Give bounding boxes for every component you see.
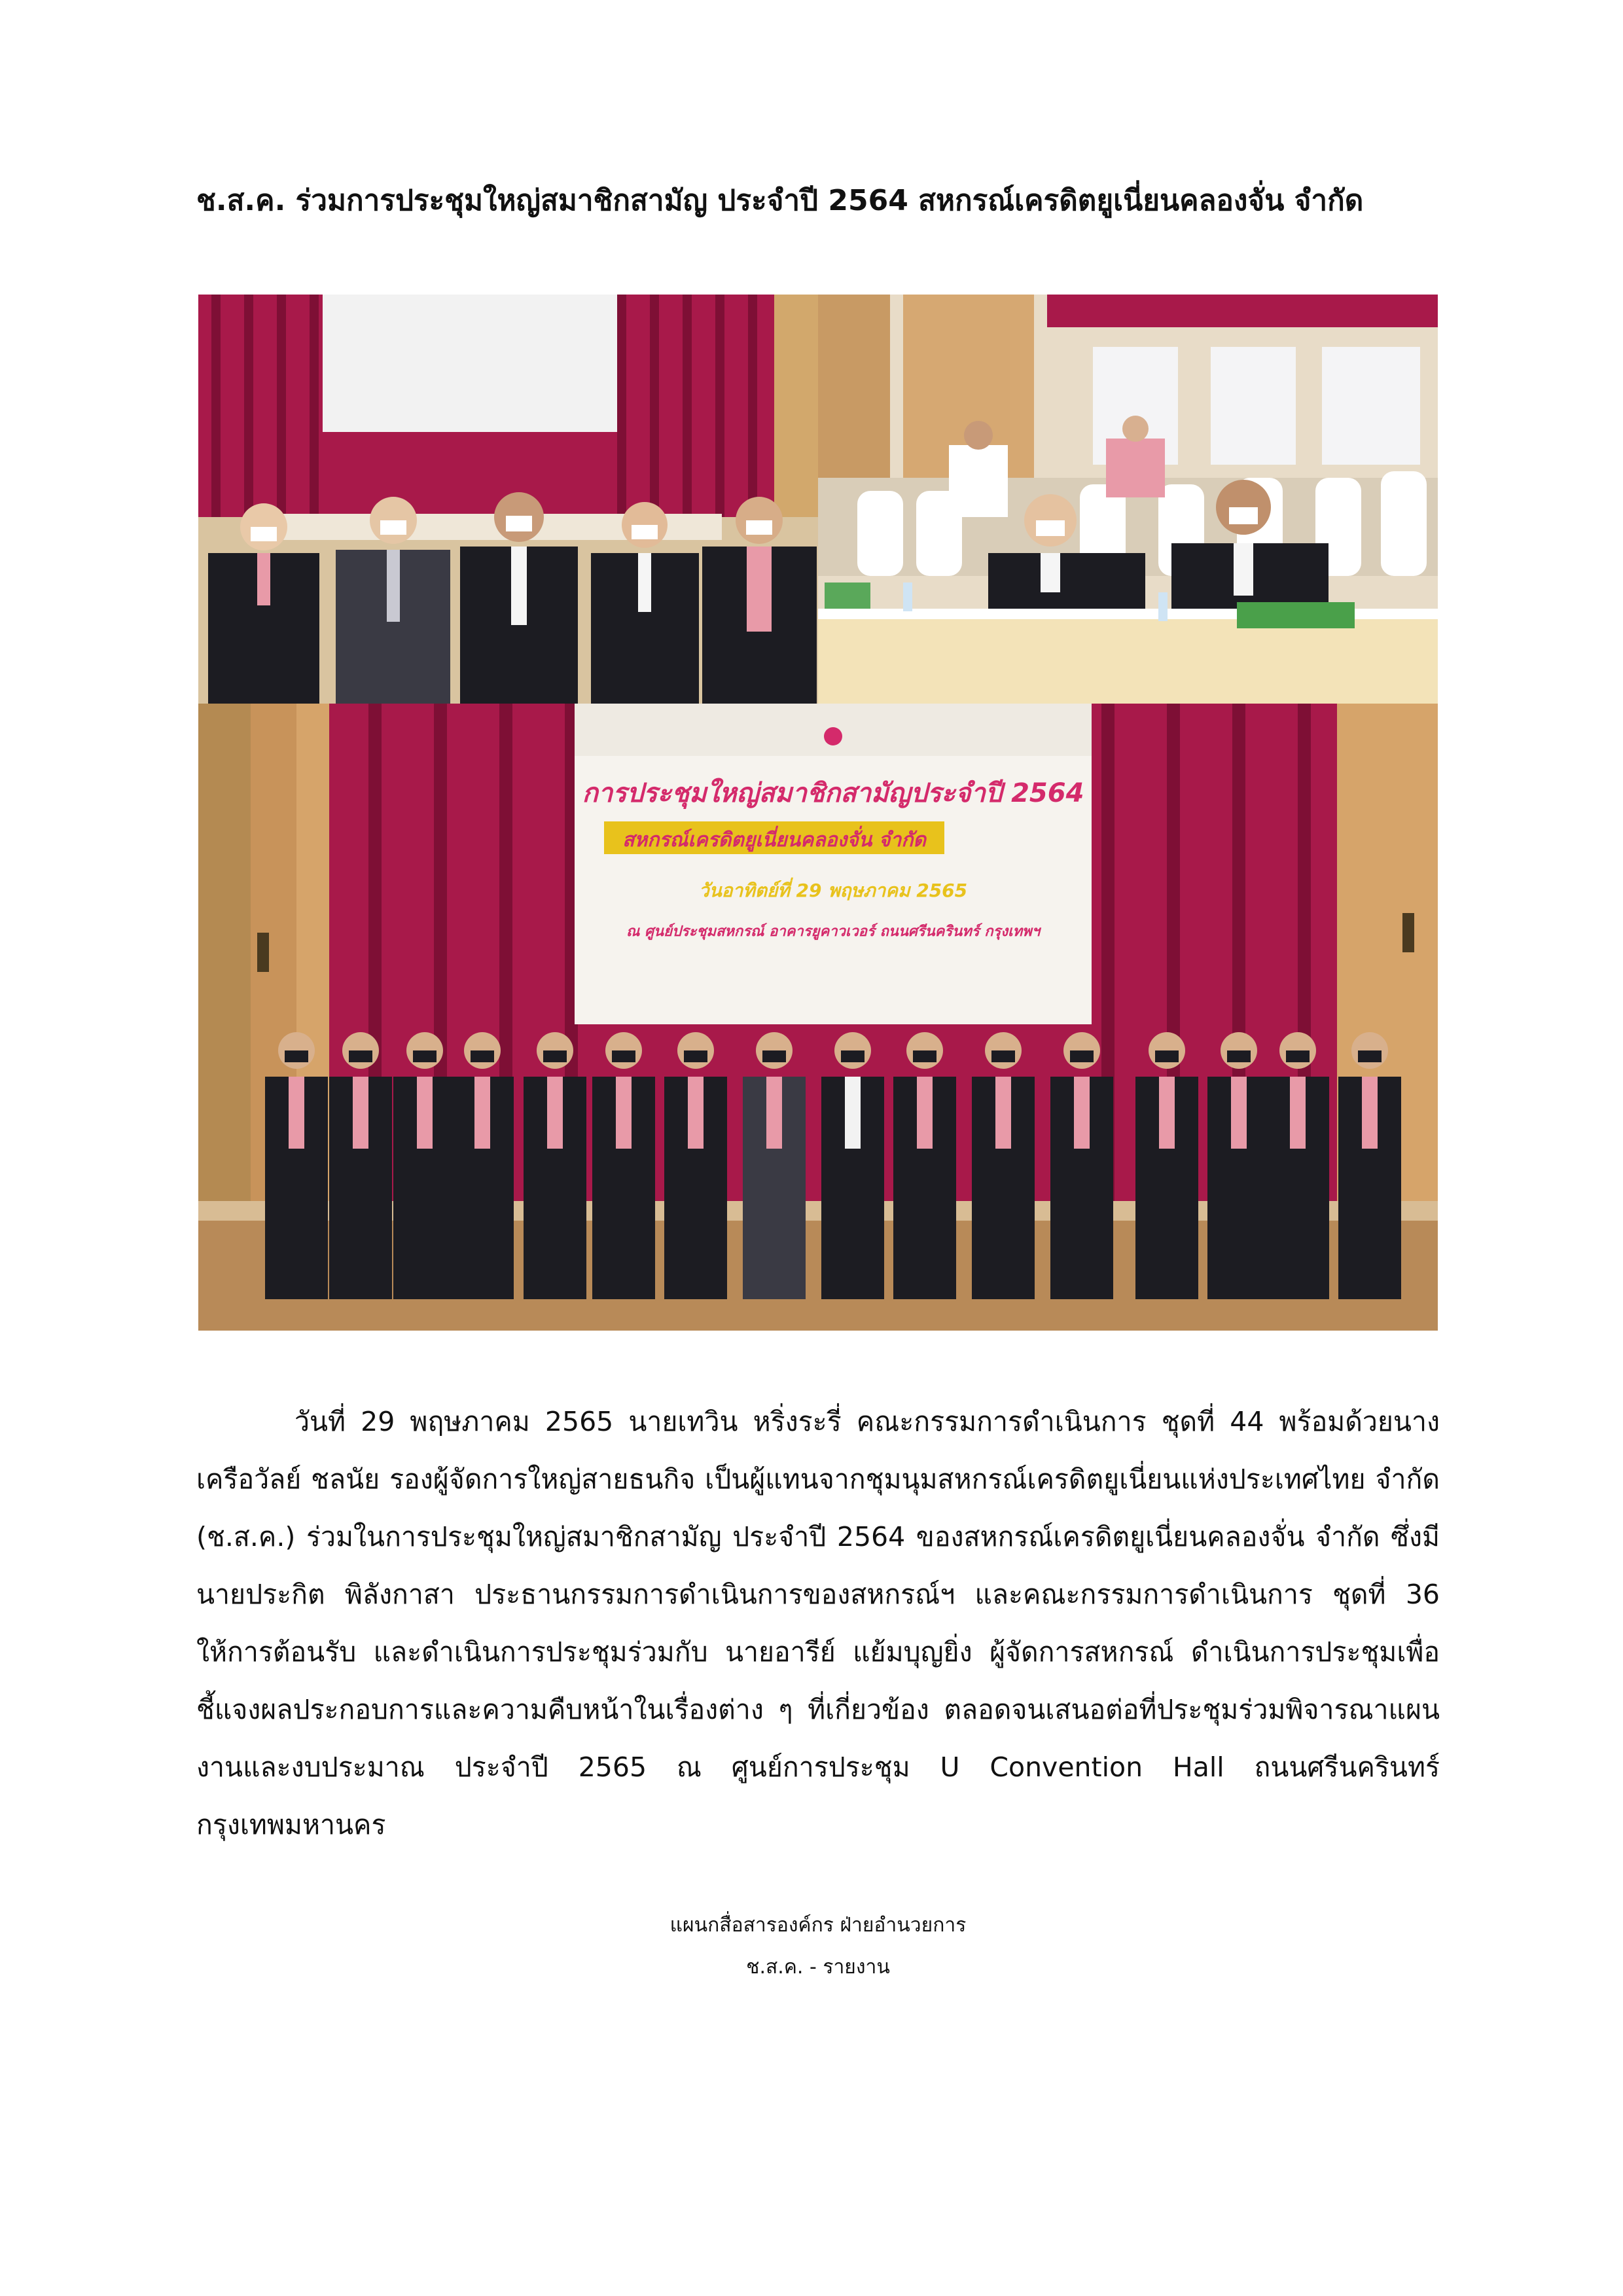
photo-stage-group	[198, 704, 1438, 1331]
screen-line-4: ณ ศูนย์ประชุมสหกรณ์ อาคารยูคาวเวอร์ ถนนศรีนครินทร์ กรุงเทพฯ	[626, 924, 1040, 940]
photo-stage-group-graphic	[198, 704, 1438, 1331]
footer-report: ช.ส.ค. - รายงาน	[746, 1956, 890, 1979]
footer-department: แผนกสื่อสารองค์กร ฝ่ายอำนวยการ	[669, 1914, 967, 1937]
screen-line-1: การประชุมใหญ่สมาชิกสามัญประจำปี 2564	[582, 778, 1084, 808]
photo-seated-participants	[818, 295, 1438, 704]
screen-line-2: สหกรณ์เครดิตยูเนี่ยนคลองจั่น จำกัด	[622, 829, 926, 852]
body-paragraph	[196, 1393, 1440, 1854]
body-paragraph-text: วันที่ 29 พฤษภาคม 2565 นายเทวิน หริ่งระรี่ คณะกรรมการดำเนินการ ชุดที่ 44 พร้อมด้วยนางเครือวัลย์ ชลนัย รองผู้จัดการใหญ่สายธนกิจ เป็นผู้แทนจากชุมนุมสหกรณ์เครดิตยูเนี่ยนแห่งประเทศไทย จำกัด (ช.ส.ค.) ร่วมในการประชุมใหญ่สมาชิกสามัญ ประจำปี 2564 ของสหกรณ์เครดิตยูเนี่ยนคลองจั่น จำกัด ซึ่งมีนายประกิต พิลังกาสา ประธานกรรมการดำเนินการของสหกรณ์ฯ และคณะกรรมการดำเนินการ ชุดที่ 36 ให้การต้อนรับ และดำเนินการประชุมร่วมกับ นายอารีย์ แย้มบุญยิ่ง ผู้จัดการสหกรณ์ ดำเนินการประชุมเพื่อชี้แจงผลประกอบการและความคืบหน้าในเรื่องต่าง ๆ ที่เกี่ยวข้อง ตลอดจนเสนอต่อที่ประชุมร่วมพิจารณาแผนงานและงบประมาณ ประจำปี 2565 ณ ศูนย์การประชุม U Convention Hall ถนนศรีนครินทร์ กรุงเทพมหานคร	[196, 1406, 1440, 1840]
photo-group-five	[198, 295, 818, 704]
photo-group-five-graphic	[198, 295, 818, 704]
document-title: ช.ส.ค. ร่วมการประชุมใหญ่สมาชิกสามัญ ประจำปี 2564 สหกรณ์เครดิตยูเนี่ยนคลองจั่น จำกัด	[196, 184, 1364, 217]
screen-line-3: วันอาทิตย์ที่ 29 พฤษภาคม 2565	[698, 880, 968, 901]
photo-seated-participants-graphic	[818, 295, 1438, 704]
